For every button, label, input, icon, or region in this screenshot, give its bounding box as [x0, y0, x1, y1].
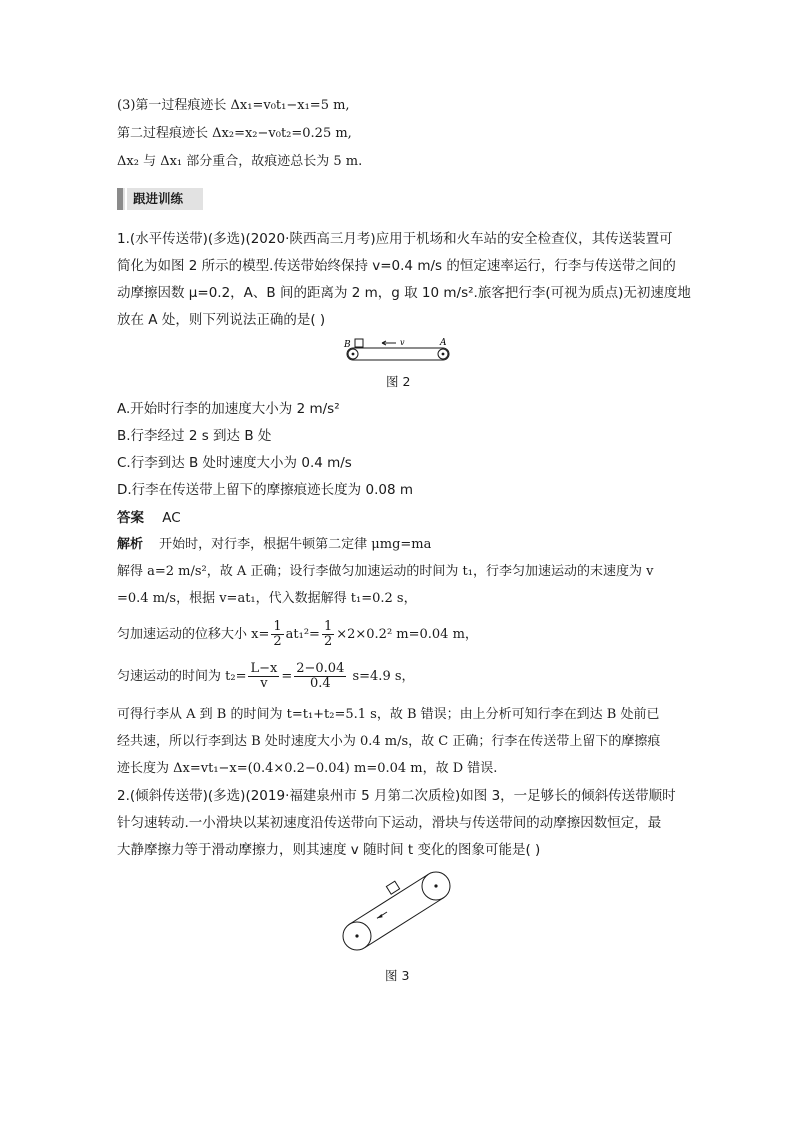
label-v: v	[400, 338, 405, 347]
analysis-label: 解析	[117, 537, 144, 552]
q1-analysis-line-6: 可得行李从 A 到 B 的时间为 t=t₁+t₂=5.1 s，故 B 错误；由上分析可知行李在到达 B 处前已	[117, 707, 660, 722]
conveyor-horizontal-figure	[340, 337, 460, 367]
q1-stem-line-3: 动摩擦因数 μ=0.2，A、B 间的距离为 2 m，g 取 10 m/s².旅客把行李(可视为质点)无初速度地	[117, 285, 691, 301]
q1-stem-line-1: 1.(水平传送带)(多选)(2020·陕西高三月考)应用于机场和火车站的安全检查仪，其传送装置可	[117, 231, 673, 247]
fraction-numeric	[294, 662, 346, 691]
q2-stem-line-2: 针匀速转动.一小滑块以某初速度沿传送带向下运动，滑块与传送带间的动摩擦因数恒定，最	[117, 815, 662, 831]
formula-t2-prefix: 匀速运动的时间为 t₂=	[117, 669, 247, 684]
q1-option-d: D.行李在传送带上留下的摩擦痕迹长度为 0.08 m	[117, 482, 413, 498]
q1-analysis-line-2: 解得 a=2 m/s²，故 A 正确；设行李做匀加速运动的时间为 t₁，行李匀加速运动的末速度为 v	[117, 564, 654, 579]
q1-analysis-line-8: 迹长度为 Δx=vt₁−x=(0.4×0.2−0.04) m=0.04 m，故 D 错误.	[117, 761, 498, 776]
q1-stem-line-2: 简化为如图 2 所示的模型.传送带始终保持 v=0.4 m/s 的恒定速率运行，行李与传送带之间的	[117, 258, 676, 274]
q1-analysis-line-7: 经共速，所以行李到达 B 处时速度大小为 0.4 m/s，故 C 正确；行李在传送带上留下的摩擦痕	[117, 734, 661, 749]
fraction-l-minus-x-over-v	[248, 662, 279, 691]
fraction-denominator: 0.4	[309, 676, 331, 691]
fraction-half-2	[322, 620, 334, 649]
label-a: A	[440, 338, 447, 348]
prev-answer-line-3: Δx₂ 与 Δx₁ 部分重合，故痕迹总长为 5 m.	[117, 154, 363, 169]
slider-arrow-head	[377, 914, 383, 918]
formula-x-suffix: ×2×0.2² m=0.04 m，	[336, 627, 478, 642]
label-b: B	[344, 340, 351, 350]
fraction-denominator: 2	[273, 634, 282, 649]
fraction-numerator: L−x	[250, 661, 278, 676]
formula-t2-equals: =	[281, 669, 293, 684]
answer-value: AC	[162, 510, 181, 526]
section-title-badge	[117, 188, 203, 210]
belt-lower-edge	[365, 898, 444, 948]
fraction-denominator: 2	[323, 634, 333, 649]
q1-analysis-line-5	[117, 662, 415, 692]
left-roller-axle	[352, 353, 355, 356]
fraction-denominator: v	[260, 676, 268, 691]
prev-answer-line-2: 第二过程痕迹长 Δx₂=x₂−v₀t₂=0.25 m,	[117, 126, 352, 141]
q2-stem-line-1: 2.(倾斜传送带)(多选)(2019·福建泉州市 5 月第二次质检)如图 3，一足够长的倾斜传送带顺时	[117, 788, 676, 804]
q1-option-c: C.行李到达 B 处时速度大小为 0.4 m/s	[117, 455, 352, 471]
q1-analysis-line-3: =0.4 m/s，根据 v=at₁，代入数据解得 t₁=0.2 s，	[117, 591, 417, 606]
right-roller-axle	[442, 353, 445, 356]
q1-analysis-line-4	[117, 620, 478, 650]
fraction-numerator: 1	[323, 619, 333, 634]
q1-stem-line-4: 放在 A 处，则下列说法正确的是( )	[117, 312, 326, 328]
figure-2-caption: 图 2	[386, 374, 411, 389]
upper-roller-axle	[434, 884, 437, 887]
slider-block	[386, 881, 399, 894]
luggage-box	[355, 339, 363, 347]
answer-label: 答案	[117, 510, 144, 526]
q1-answer	[117, 508, 181, 528]
section-title: 跟进训练	[133, 191, 184, 206]
fraction-half-1	[271, 620, 283, 649]
fraction-numerator: 1	[273, 619, 282, 634]
q1-option-b: B.行李经过 2 s 到达 B 处	[117, 428, 272, 444]
belt-upper-edge	[349, 875, 428, 925]
conveyor-inclined-figure	[335, 868, 455, 954]
prev-answer-line-1: (3)第一过程痕迹长 Δx₁=v₀t₁−x₁=5 m,	[117, 98, 350, 113]
q2-stem-line-3: 大静摩擦力等于滑动摩擦力，则其速度 v 随时间 t 变化的图象可能是( )	[117, 842, 541, 858]
formula-x-prefix: 匀加速运动的位移大小 x=	[117, 627, 270, 642]
q1-analysis-line-1	[117, 535, 431, 555]
lower-roller-axle	[355, 934, 358, 937]
formula-x-middle: at₁²=	[285, 627, 320, 642]
formula-t2-suffix: s=4.9 s，	[348, 669, 415, 684]
q1-option-a: A.开始时行李的加速度大小为 2 m/s²	[117, 401, 340, 417]
fraction-numerator: 2−0.04	[296, 661, 345, 676]
analysis-text-1: 开始时，对行李，根据牛顿第二定律 μmg=ma	[159, 537, 432, 552]
figure-3-caption: 图 3	[385, 968, 410, 983]
